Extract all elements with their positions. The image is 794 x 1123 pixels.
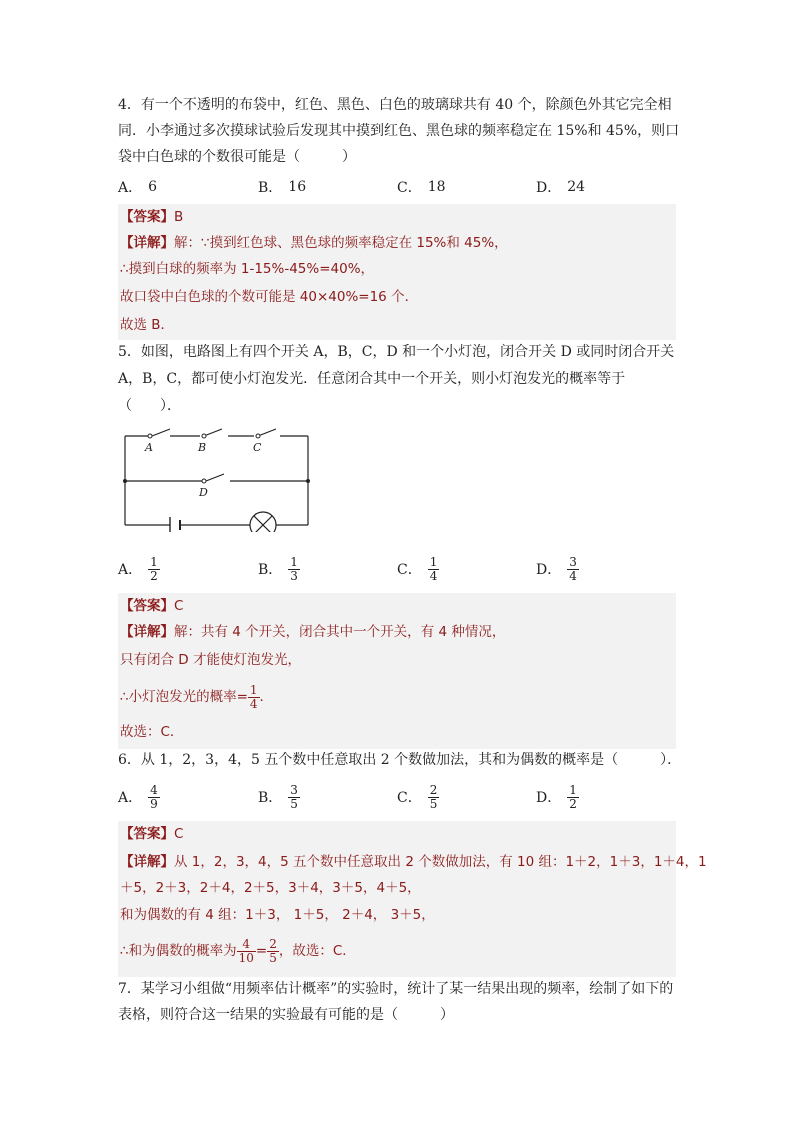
- q4-option-d: D． 24: [536, 179, 586, 196]
- switch-label-c: C: [253, 441, 262, 454]
- q5-stem-line-1: 5．如图，电路图上有四个开关 A，B，C，D 和一个小灯泡，闭合开关 D 或同时闭合开关: [118, 344, 675, 360]
- q5-detail-row-1: 【详解】解：共有 4 个开关，闭合其中一个开关，有 4 种情况，: [120, 624, 506, 640]
- q5-options: [118, 554, 678, 584]
- q6-detail-row-2: ＋5，2＋3，2＋4，2＋5，3＋4，3＋5，4＋5，: [120, 880, 421, 896]
- q4-detail-row-4: 故选 B．: [120, 317, 175, 333]
- fraction: $\frac{1}{4}$: [429, 554, 438, 583]
- q6-detail-row-4: ∴和为偶数的概率为 $\frac{4}{10}$ = $\frac{2}{5}$ ，故选：C．: [120, 936, 356, 965]
- switch-b-pivot: [202, 434, 206, 438]
- q5-option-d: D． $\frac{3}{4}$: [536, 554, 577, 583]
- q4-stem-line-2: 同．小李通过多次摸球试验后发现其中摸到红色、黑色球的频率稳定在 15%和 45%，则口: [118, 123, 680, 139]
- q5-detail-row-2: 只有闭合 D 才能使灯泡发光，: [120, 652, 301, 668]
- q4-answer-row: 【答案】B: [120, 209, 184, 225]
- q5-stem-line-3: （ ）．: [118, 398, 181, 414]
- q4-option-a: A． 6: [118, 179, 158, 196]
- switch-a-pivot: [148, 434, 152, 438]
- q6-detail-row-3: 和为偶数的有 4 组：1＋3， 1＋5， 2＋4， 3＋5，: [120, 907, 435, 923]
- switch-d-pivot: [202, 479, 206, 483]
- switch-label-b: B: [198, 441, 207, 454]
- q5-detail-row-3: ∴小灯泡发光的概率= $\frac{1}{4}$ ．: [120, 682, 274, 711]
- fraction: $\frac{4}{9}$: [150, 782, 158, 811]
- fraction: $\frac{1}{3}$: [290, 554, 298, 583]
- fraction: $\frac{1}{4}$: [249, 682, 258, 711]
- junction-right: [306, 479, 310, 483]
- fraction: $\frac{1}{2}$: [150, 554, 158, 583]
- fraction: $\frac{4}{10}$: [238, 936, 254, 965]
- q4-detail-row-2: ∴摸到白球的频率为 1-15%-45%=40%，: [120, 261, 375, 277]
- q4-option-b: B． 16: [258, 179, 307, 196]
- q6-stem-line: 6．从 1，2，3，4，5 五个数中任意取出 2 个数做加法，其和为偶数的概率是（ ）．: [118, 752, 682, 768]
- fraction: $\frac{2}{5}$: [269, 936, 277, 965]
- q6-detail-row-1: 【详解】从 1，2，3，4，5 五个数中任意取出 2 个数做加法，有 10 组：1＋2，1＋3，1＋4，1: [120, 854, 707, 870]
- q5-answer-box: [118, 593, 676, 749]
- q4-options: [118, 172, 678, 202]
- q6-option-b: B． $\frac{3}{5}$: [258, 782, 298, 811]
- fraction: $\frac{1}{2}$: [569, 782, 577, 811]
- switch-c-pivot: [256, 434, 260, 438]
- q4-detail-row-1: 【详解】解：∵摸到红色球、黑色球的频率稳定在 15%和 45%，: [120, 235, 508, 251]
- q6-option-d: D． $\frac{1}{2}$: [536, 782, 577, 811]
- fraction: $\frac{3}{5}$: [290, 782, 298, 811]
- fraction: $\frac{3}{4}$: [569, 554, 577, 583]
- q5-answer-row: 【答案】C: [120, 598, 184, 614]
- circuit-diagram: [118, 420, 318, 532]
- q7-stem-line-2: 表格，则符合这一结果的实验最有可能的是（ ）: [118, 1007, 454, 1023]
- q4-option-c: C． 18: [397, 179, 446, 196]
- q4-detail-row-3: 故口袋中白色球的个数可能是 40×40%=16 个．: [120, 289, 419, 305]
- q4-stem-line-1: 4．有一个不透明的布袋中，红色、黑色、白色的玻璃球共有 40 个，除颜色外其它完全相: [118, 97, 672, 113]
- q5-option-b: B． $\frac{1}{3}$: [258, 554, 298, 583]
- q4-stem-line-3: 袋中白色球的个数很可能是（ ）: [118, 149, 356, 165]
- q5-detail-row-4: 故选：C．: [120, 724, 184, 740]
- q6-options: [118, 782, 678, 812]
- q5-option-c: C． $\frac{1}{4}$: [397, 554, 438, 583]
- switch-label-a: A: [145, 441, 153, 454]
- q5-stem-line-2: A，B，C，都可使小灯泡发光．任意闭合其中一个开关，则小灯泡发光的概率等于: [118, 371, 626, 387]
- q5-option-a: A． $\frac{1}{2}$: [118, 554, 158, 583]
- q6-answer-box: [118, 821, 707, 977]
- fraction: $\frac{2}{5}$: [429, 782, 438, 811]
- q4-answer-box: [118, 204, 676, 340]
- q6-option-c: C． $\frac{2}{5}$: [397, 782, 438, 811]
- q6-option-a: A． $\frac{4}{9}$: [118, 782, 158, 811]
- q7-stem-line-1: 7．某学习小组做“用频率估计概率”的实验时，统计了某一结果出现的频率，绘制了如下的: [118, 981, 674, 997]
- switch-label-d: D: [199, 486, 208, 499]
- q6-answer-row: 【答案】C: [120, 826, 184, 842]
- junction-left: [123, 479, 127, 483]
